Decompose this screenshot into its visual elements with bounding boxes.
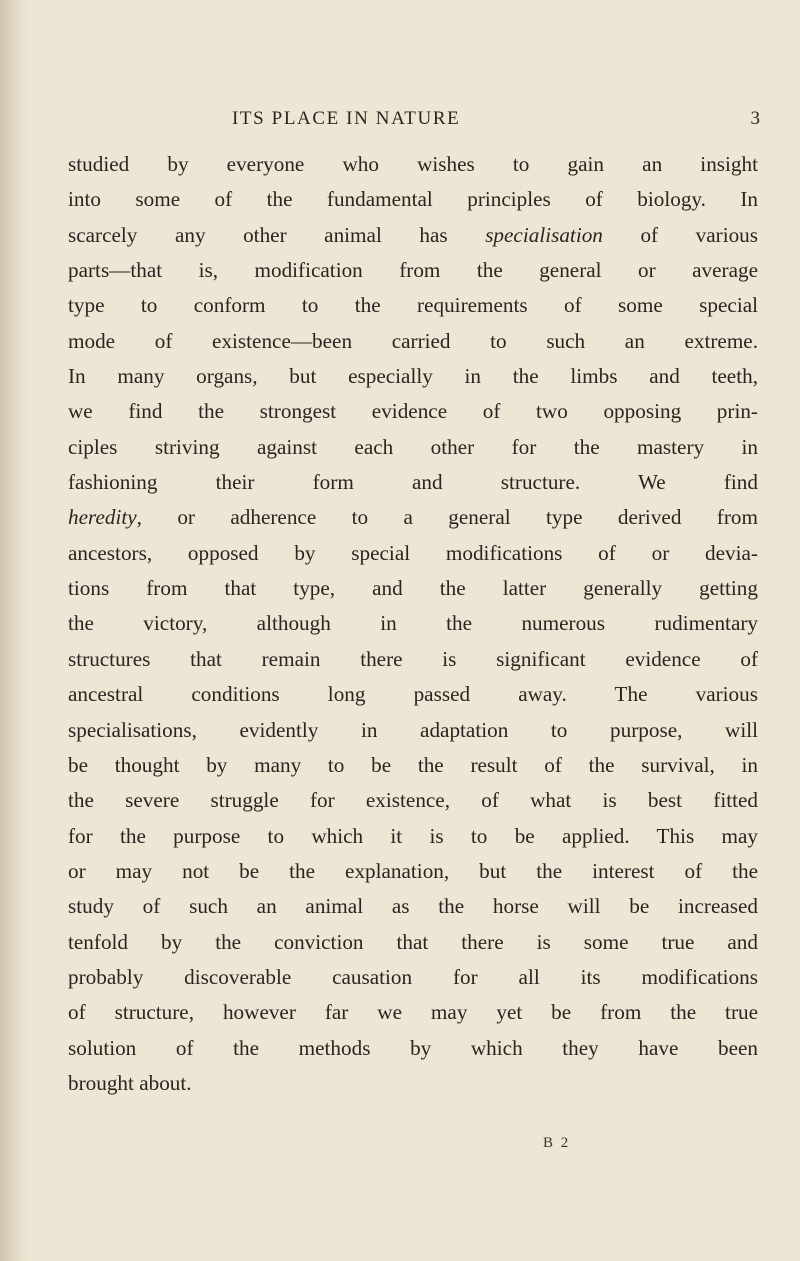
text-line: parts—that is, modification from the general or average xyxy=(68,258,758,283)
signature-mark: B 2 xyxy=(543,1135,571,1151)
text-line: ancestors, opposed by special modifications of or devia- xyxy=(68,540,758,565)
text-line: solution of the methods by which they have been xyxy=(68,1035,758,1060)
running-head xyxy=(0,104,800,136)
text-line: specialisations, evidently in adaptation to purpose, will xyxy=(68,717,758,742)
text-line: type to conform to the requirements of some special xyxy=(68,293,758,318)
text-line: studied by everyone who wishes to gain an insight xyxy=(68,152,758,176)
text-line: into some of the fundamental principles of biology. In xyxy=(68,187,758,212)
text-line: the victory, although in the numerous rudimentary xyxy=(68,611,758,636)
text-segment: of various xyxy=(640,222,759,247)
text-line: mode of existence—been carried to such an extreme. xyxy=(68,328,758,353)
text-line: for the purpose to which it is to be applied. This may xyxy=(68,823,758,848)
text-line: probably discoverable causation for all its modifications xyxy=(68,964,758,989)
text-segment: , or adherence to a general type derived from xyxy=(136,505,758,530)
text-line xyxy=(68,500,758,535)
text-line: be thought by many to be the result of the survival, in xyxy=(68,752,758,777)
body-text xyxy=(68,147,758,1101)
text-line: fashioning their form and structure. We find xyxy=(68,470,758,495)
text-line: we find the strongest evidence of two opposing prin- xyxy=(68,399,758,424)
text-line: structures that remain there is significant evidence of xyxy=(68,646,758,671)
text-line: ancestral conditions long passed away. The various xyxy=(68,682,758,707)
text-line: or may not be the explanation, but the interest of the xyxy=(68,858,758,883)
italic-term: heredity xyxy=(68,505,137,530)
text-line: study of such an animal as the horse will be increased xyxy=(68,894,758,919)
text-line: ciples striving against each other for the mastery in xyxy=(68,434,758,459)
page-edge-shadow xyxy=(0,0,28,1261)
text-line: In many organs, but especially in the limbs and teeth, xyxy=(68,364,758,389)
text-line-last: brought about. xyxy=(68,1070,192,1095)
text-line: tions from that type, and the latter generally getting xyxy=(68,576,758,601)
running-head-title: ITS PLACE IN NATURE xyxy=(232,108,461,129)
text-line: of structure, however far we may yet be from the true xyxy=(68,1000,758,1025)
text-segment: scarcely any other animal has xyxy=(68,222,448,247)
text-line: tenfold by the conviction that there is some true and xyxy=(68,929,758,954)
text-line xyxy=(68,218,758,253)
text-line: the severe struggle for existence, of what is best fitted xyxy=(68,788,758,813)
italic-term: specialisation xyxy=(485,222,603,247)
page-number: 3 xyxy=(750,108,760,129)
